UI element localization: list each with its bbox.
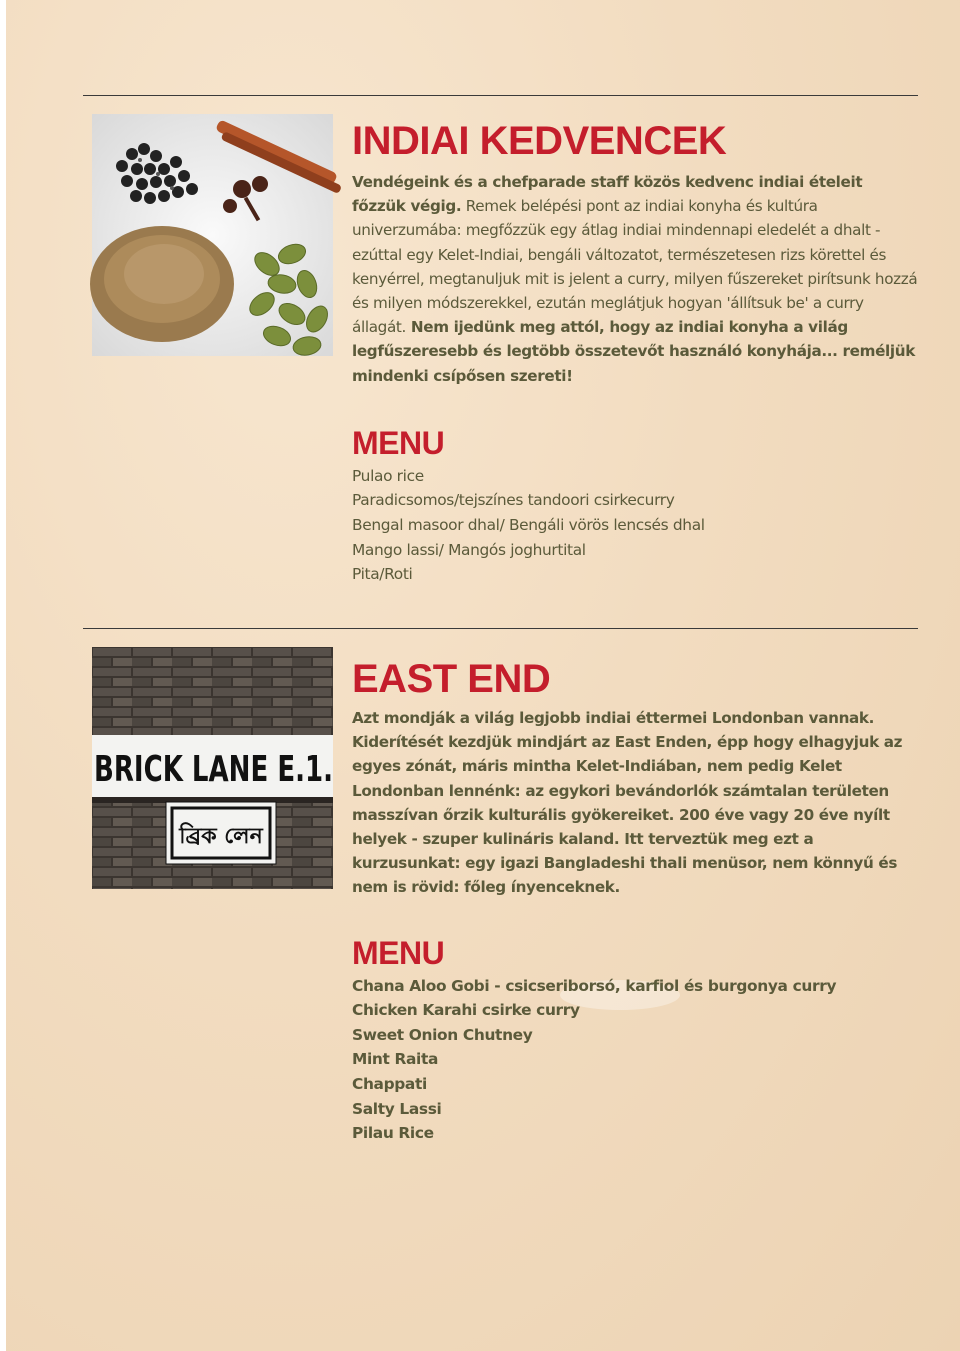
section-indiai-kedvencek [352,118,918,587]
menu-title: MENU [352,934,445,971]
intro-normal: Remek belépési pont az indiai konyha és kultúra univerzumába: megfőzzük egy átlag indiai mindennapi eledelét a dhalt - ezúttal egy Kelet-Indiai, bengáli változatot, természetesen rizs körettel és kenyérrel, megtanuljuk mit is jelent a curry, milyen fűszereket pirítsunk hozzá és milyen módszerekkel, ezután meglátjuk hogyan 'állítsuk be' a curry állagát. [352,197,918,337]
menu-item: Chappati [352,1075,427,1093]
sign-text: BRICK LANE E.1. [94,749,333,790]
section-divider [83,628,918,629]
menu-title: MENU [352,424,445,461]
menu-item: Chicken Karahi csirke curry [352,1001,580,1020]
menu-item: Mint Raita [352,1050,439,1069]
spices-photo [92,114,333,356]
section-title: EAST END [352,657,551,701]
menu-item: Paradicsomos/tejszínes tandoori csirkecurry [352,491,675,510]
section-intro [352,170,918,388]
menu-item: Sweet Onion Chutney [352,1025,533,1044]
section-title: INDIAI KEDVENCEK [352,119,727,163]
brick-lane-photo [92,647,333,889]
menu-item: Pilau Rice [352,1124,434,1143]
section-east-end [352,656,918,1146]
menu-item: Mango lassi/ Mangós joghurtital [352,540,586,559]
intro-bold: Vendégeink és a chefparade staff közös kedvenc indiai ételeit főzzük végig. [352,173,863,216]
page-edge [0,0,6,1351]
menu-list [352,464,918,587]
intro-bold-end: Nem ijedünk meg attól, hogy az indiai konyha a világ legfűszeresebb és legtöbb összetevőt használó konyhája... reméljük mindenki csípősen szereti! [352,318,915,385]
section-divider [83,95,918,96]
menu-list [352,974,918,1146]
menu-item: Chana Aloo Gobi - csicseriborsó, karfiol és burgonya curry [352,976,837,995]
menu-item: Pulao rice [352,466,424,485]
section-intro: Azt mondják a világ legjobb indiai éttermei Londonban vannak. Kiderítését kezdjük mindjárt az East Enden, épp hogy elhagyjuk az egyes zónát, máris mintha Kelet-Indiában, nem pedig Kelet Londonban lennénk: az egykori bevándorlók számtalan területen masszívan őrzik kulturális gyökereiket. 200 éve vagy 20 éve nyílt helyek - szuper kulináris kaland. Itt terveztük meg ezt a kurzusunkat: egy igazi Bangladeshi thali menüsor, nem könnyű és nem is rövid: főleg ínyenceknek. [352,709,903,897]
menu-item: Pita/Roti [352,565,413,584]
menu-item: Bengal masoor dhal/ Bengáli vörös lencsés dhal [352,516,705,535]
menu-item: Salty Lassi [352,1099,442,1118]
sign-text-bengali: ব্রিক লেন [179,824,263,849]
